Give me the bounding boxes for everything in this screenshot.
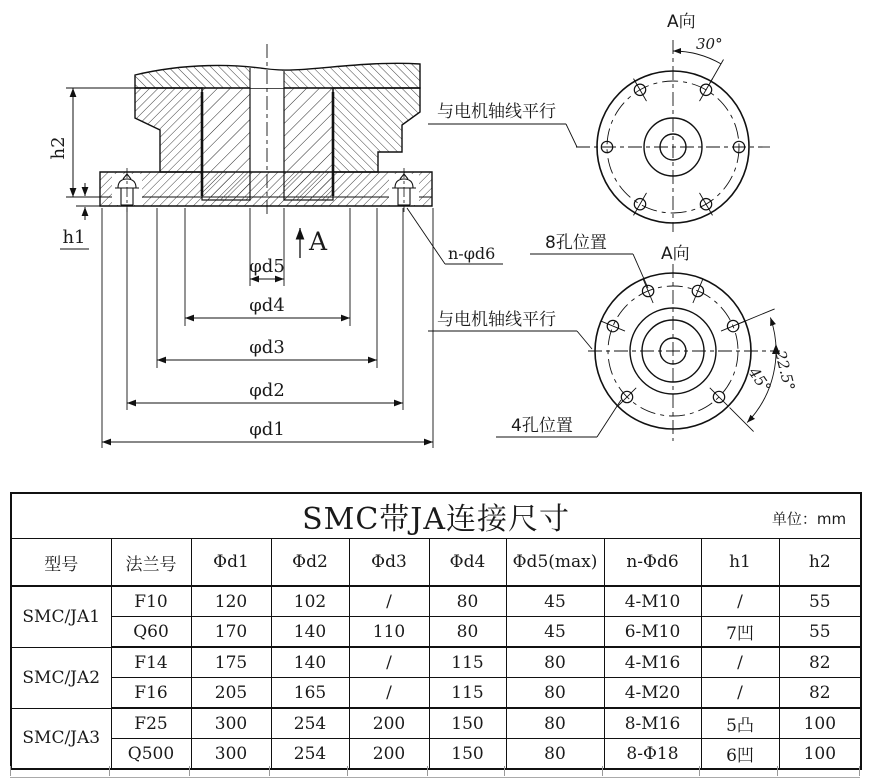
base-plate (100, 172, 432, 206)
dim-n-phi-d6: n-φd6 (448, 244, 496, 263)
dim-phi-d1: φd1 (249, 419, 285, 440)
model-cell: SMC/JA2 (11, 647, 111, 708)
radial-22-5 (740, 309, 775, 324)
dim-phi-d2: φd2 (249, 380, 285, 401)
dim-phi-d4: φd4 (249, 295, 285, 316)
table-bottom-stubs (10, 766, 860, 776)
table-title: SMC带JA连接尺寸 (302, 502, 570, 537)
dim-phi-d5: φd5 (249, 256, 285, 277)
hub-right (284, 88, 333, 200)
view-a-bottom-label: A向 (661, 244, 690, 264)
table-title-cell (11, 493, 861, 539)
dim-h1: h1 (62, 227, 86, 248)
angle-45-label: 45° (744, 363, 775, 397)
cross-section-view (100, 44, 432, 216)
col-header: 法兰号 (111, 539, 191, 587)
table-row: Q60 170 140 110 80 45 6-M10 7凹 55 (11, 617, 861, 648)
dim-h2: h2 (48, 136, 69, 160)
model-cell: SMC/JA3 (11, 708, 111, 769)
col-header: n-Φd6 (604, 539, 701, 587)
cutoff-row-line (10, 777, 860, 778)
radial-60 (710, 60, 724, 84)
col-header: 型号 (11, 539, 111, 587)
left-housing-wall (135, 88, 202, 172)
col-header: Φd5(max) (506, 539, 604, 587)
table-row: F16 205 165 / 115 80 4-M20 / 82 (11, 678, 861, 709)
view-a-top-label: A向 (667, 12, 696, 32)
table-row: SMC/JA1 F10 120 102 / 80 45 4-M10 / 55 (11, 586, 861, 617)
model-cell: SMC/JA1 (11, 586, 111, 647)
dim-phi-d3: φd3 (249, 337, 285, 358)
right-housing-wall (333, 88, 420, 172)
section-label-a: A (309, 227, 328, 256)
unit-label: 单位：mm (771, 510, 847, 528)
holes4-label: 4孔位置 (511, 416, 573, 436)
col-header: Φd2 (271, 539, 349, 587)
parallel-note-bottom: 与电机轴线平行 (437, 310, 556, 330)
col-header: h1 (701, 539, 779, 587)
hub-left (202, 88, 250, 200)
view-a-bottom (428, 254, 780, 441)
angle-22-5-label: 22.5° (771, 348, 799, 393)
col-header: Φd3 (349, 539, 429, 587)
table-row: Q500 300 254 200 150 80 8-Φ18 6凹 100 (11, 739, 861, 770)
parallel-note-top: 与电机轴线平行 (437, 102, 556, 122)
dimension-table (10, 492, 862, 770)
view-a-top (428, 40, 770, 232)
table-row: SMC/JA2 F14 175 140 / 115 80 4-M16 / 82 (11, 647, 861, 678)
angle-30-label: 30° (696, 35, 723, 53)
col-header: h2 (779, 539, 861, 587)
holes8-label: 8孔位置 (545, 233, 607, 253)
header-row (11, 539, 861, 587)
col-header: Φd1 (191, 539, 271, 587)
table-row: SMC/JA3 F25 300 254 200 150 80 8-M16 5凸 100 (11, 708, 861, 739)
col-header: Φd4 (429, 539, 506, 587)
